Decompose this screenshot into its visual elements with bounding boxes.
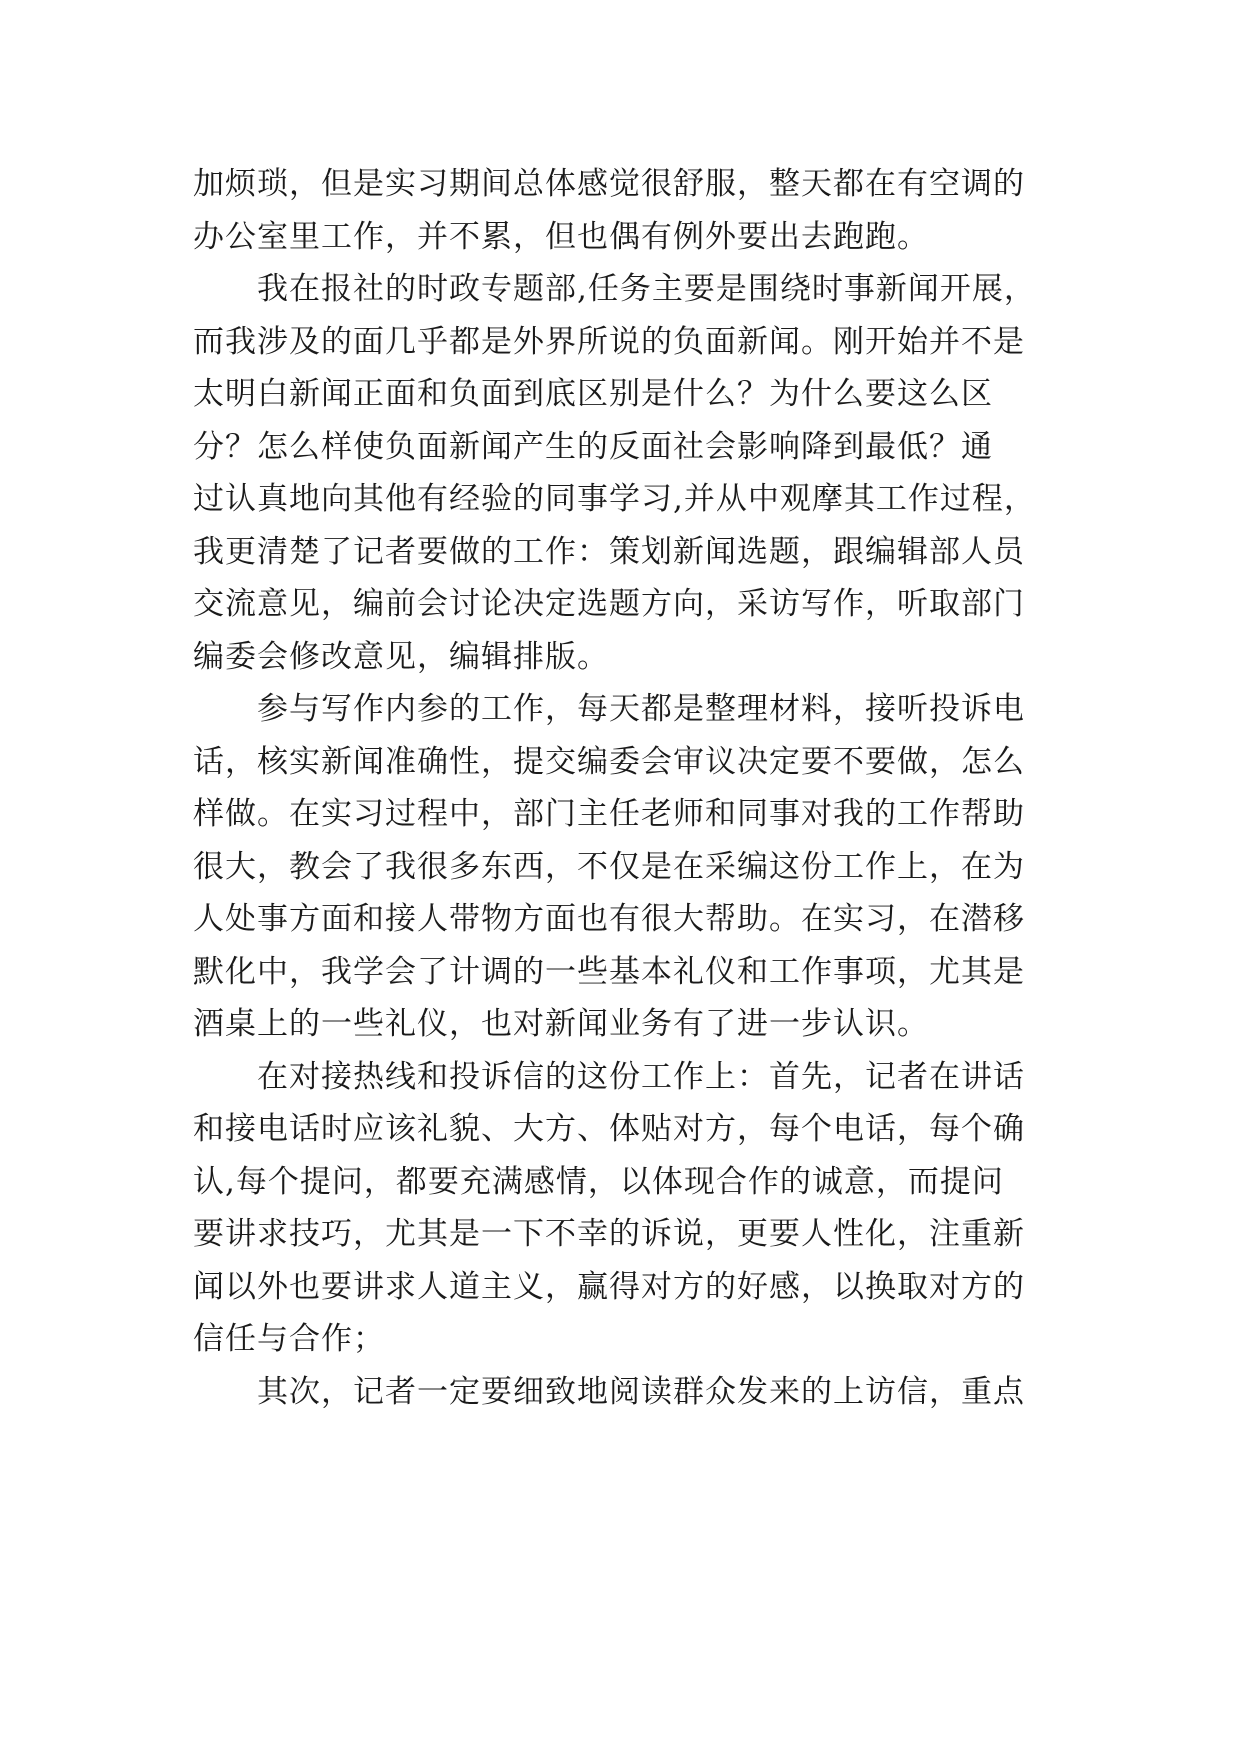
text-line: 编委会修改意见，编辑排版。: [193, 638, 609, 675]
text-line: 过认真地向其他有经验的同事学习,并从中观摩其工作过程，: [193, 481, 1036, 517]
text-line: 话，核实新闻准确性，提交编委会审议决定要不要做，怎么: [193, 743, 1025, 780]
text-line: 要讲求技巧，尤其是一下不幸的诉说，更要人性化，注重新: [193, 1216, 1025, 1252]
text-line: 分？怎么样使负面新闻产生的反面社会影响降到最低？通: [193, 428, 993, 465]
text-line: 默化中，我学会了计调的一些基本礼仪和工作事项，尤其是: [193, 953, 1025, 990]
text-line: 其次，记者一定要细致地阅读群众发来的上访信，重点: [257, 1373, 1025, 1410]
text-line: 在对接热线和投诉信的这份工作上：首先，记者在讲话: [257, 1058, 1025, 1095]
text-line: 而我涉及的面几乎都是外界所说的负面新闻。刚开始并不是: [193, 323, 1025, 360]
paragraph: [193, 263, 1093, 683]
text-line: 样做。在实习过程中，部门主任老师和同事对我的工作帮助: [193, 796, 1025, 832]
text-line: 信任与合作；: [193, 1321, 385, 1357]
text-line: 交流意见，编前会讨论决定选题方向，采访写作，听取部门: [193, 586, 1025, 622]
paragraph: [193, 1366, 1093, 1419]
paragraph: [193, 683, 1093, 1051]
text-line: 很大，教会了我很多东西，不仅是在采编这份工作上，在为: [193, 848, 1025, 885]
text-line: 人处事方面和接人带物方面也有很大帮助。在实习，在潜移: [193, 901, 1025, 937]
paragraph: [193, 158, 1093, 263]
text-line: 参与写作内参的工作，每天都是整理材料，接听投诉电: [257, 691, 1025, 727]
text-line: 认,每个提问，都要充满感情，以体现合作的诚意，而提问: [193, 1163, 1004, 1200]
paragraph: [193, 1051, 1093, 1366]
text-line: 太明白新闻正面和负面到底区别是什么？为什么要这么区: [193, 376, 993, 412]
text-line: 酒桌上的一些礼仪，也对新闻业务有了进一步认识。: [193, 1006, 929, 1042]
text-line: 加烦琐，但是实习期间总体感觉很舒服，整天都在有空调的: [193, 166, 1025, 202]
text-line: 我在报社的时政专题部,任务主要是围绕时事新闻开展，: [257, 271, 1036, 307]
text-line: 办公室里工作，并不累，但也偶有例外要出去跑跑。: [193, 218, 929, 255]
text-line: 闻以外也要讲求人道主义，赢得对方的好感，以换取对方的: [193, 1268, 1025, 1305]
document-body: [193, 158, 1093, 1418]
text-line: 我更清楚了记者要做的工作：策划新闻选题，跟编辑部人员: [193, 533, 1025, 570]
text-line: 和接电话时应该礼貌、大方、体贴对方，每个电话，每个确: [193, 1111, 1025, 1147]
